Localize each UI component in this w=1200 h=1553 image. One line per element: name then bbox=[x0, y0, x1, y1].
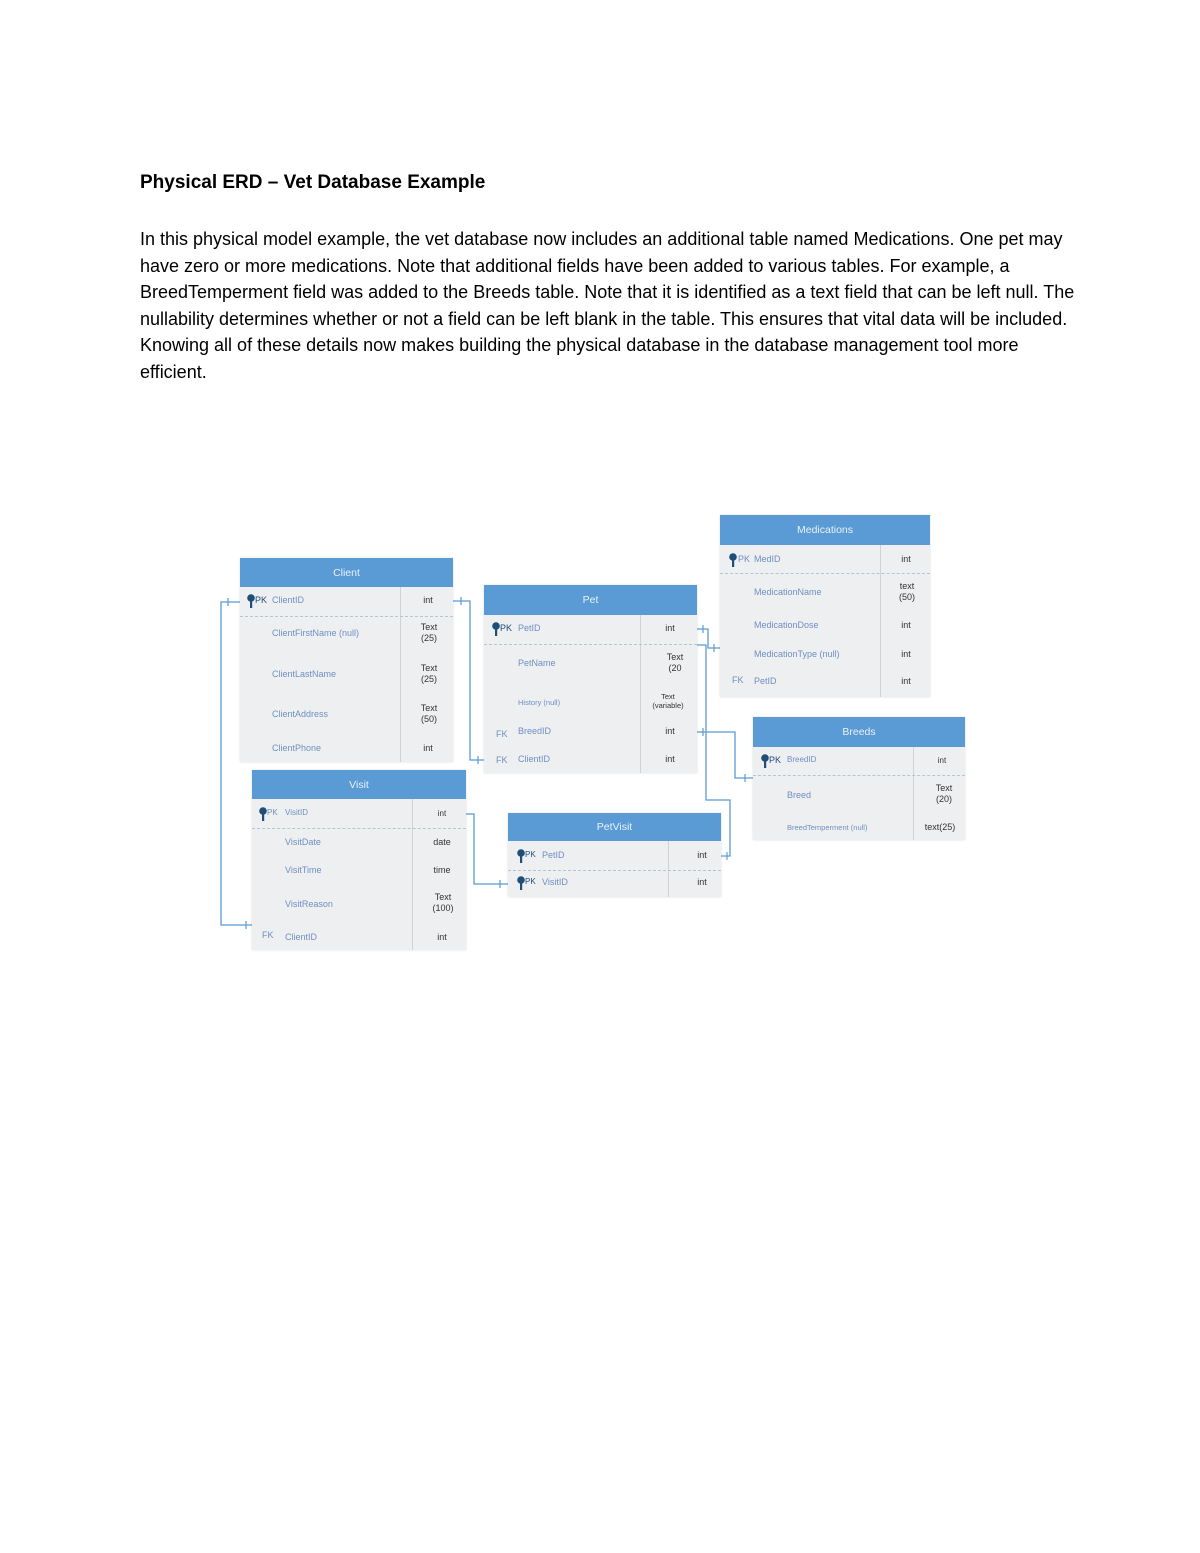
field-type: int bbox=[665, 623, 675, 633]
field-name: History (null) bbox=[518, 698, 561, 707]
field-name: ClientID bbox=[518, 754, 551, 764]
table-row bbox=[720, 553, 930, 567]
field-name: VisitID bbox=[285, 808, 308, 817]
field-name: VisitID bbox=[542, 877, 568, 887]
field-type: Text (25) bbox=[420, 663, 438, 684]
field-key: PK bbox=[267, 808, 278, 817]
table-pet bbox=[484, 585, 697, 773]
document-paragraph: In this physical model example, the vet database now includes an additional table named Medications. One pet may have zero or more medications. Note that additional fields have been added to various tables. For example, a BreedTemperment field was added to the Breeds table. Note that it is identified as a text field that can be left null. The nullability determines whether or not a field can be left blank in the table. This ensures that vital data will be included. Knowing all of these details now makes building the physical database in the database management tool more efficient. bbox=[140, 229, 1075, 382]
field-type: int bbox=[901, 554, 911, 564]
connector-pet-medications bbox=[697, 629, 720, 648]
table-medications-title: Medications bbox=[720, 515, 930, 545]
field-name: BreedTemperment (null) bbox=[787, 823, 868, 832]
table-medications bbox=[720, 515, 930, 697]
field-name: MedicationName bbox=[754, 587, 822, 597]
field-name: BreedID bbox=[518, 726, 552, 736]
field-name: VisitReason bbox=[285, 899, 333, 909]
field-type: int bbox=[901, 620, 911, 630]
field-name: BreedID bbox=[787, 755, 817, 764]
field-name: PetID bbox=[754, 676, 777, 686]
table-breeds bbox=[753, 717, 965, 840]
field-key: PK bbox=[738, 554, 751, 564]
table-row bbox=[240, 703, 453, 729]
field-name: PetName bbox=[518, 658, 556, 668]
field-type: Text (50) bbox=[420, 703, 438, 724]
table-petvisit-title: PetVisit bbox=[508, 813, 721, 841]
field-key: FK bbox=[732, 675, 744, 685]
field-key: PK bbox=[525, 850, 536, 859]
table-row bbox=[252, 864, 466, 878]
table-row bbox=[240, 742, 453, 756]
field-type: int bbox=[937, 756, 947, 765]
field-name: PetID bbox=[518, 623, 541, 633]
table-client bbox=[240, 558, 453, 762]
document-heading: Physical ERD – Vet Database Example bbox=[140, 172, 486, 193]
field-type: int bbox=[665, 726, 675, 736]
table-row bbox=[720, 581, 930, 605]
field-name: ClientLastName bbox=[272, 669, 337, 679]
field-name: MedicationDose bbox=[754, 620, 819, 630]
table-row bbox=[484, 753, 697, 767]
table-petvisit bbox=[508, 813, 721, 897]
table-visit bbox=[252, 770, 466, 950]
connector-pet-breeds bbox=[697, 732, 753, 778]
table-row bbox=[252, 892, 466, 918]
field-type: text (50) bbox=[898, 581, 915, 602]
field-type: int bbox=[697, 850, 707, 860]
field-name: ClientID bbox=[285, 932, 318, 942]
table-row bbox=[720, 619, 930, 633]
field-name: PetID bbox=[542, 850, 565, 860]
field-type: Text (25) bbox=[420, 622, 438, 643]
field-type: text(25) bbox=[924, 822, 956, 832]
field-key: FK bbox=[496, 729, 508, 739]
field-type: int bbox=[423, 595, 433, 605]
field-type: int bbox=[901, 676, 911, 686]
field-type: int bbox=[665, 754, 675, 764]
table-row bbox=[508, 876, 721, 890]
field-key: FK bbox=[262, 930, 274, 940]
field-type: date bbox=[433, 837, 451, 847]
table-row bbox=[252, 836, 466, 850]
field-type: Text (20 bbox=[666, 652, 684, 673]
field-key: PK bbox=[769, 755, 782, 765]
table-row bbox=[252, 930, 466, 944]
table-row bbox=[753, 754, 965, 768]
table-row bbox=[720, 648, 930, 662]
table-row bbox=[240, 622, 453, 648]
table-visit-title: Visit bbox=[252, 770, 466, 799]
field-name: MedicationType (null) bbox=[754, 649, 840, 659]
table-row bbox=[720, 675, 930, 689]
field-name: Breed bbox=[787, 790, 812, 800]
table-breeds-title: Breeds bbox=[753, 717, 965, 747]
connector-visit-petvisit bbox=[466, 814, 508, 884]
field-type: int bbox=[437, 932, 447, 942]
field-name: ClientAddress bbox=[272, 709, 329, 719]
field-name: VisitDate bbox=[285, 837, 321, 847]
table-client-title: Client bbox=[240, 558, 453, 587]
table-row bbox=[753, 783, 965, 809]
field-type: Text (20) bbox=[935, 783, 953, 804]
field-name: MedID bbox=[754, 554, 781, 564]
table-row bbox=[484, 622, 697, 636]
table-row bbox=[753, 822, 965, 834]
field-type: int bbox=[423, 743, 433, 753]
table-row bbox=[508, 849, 721, 863]
field-type: time bbox=[433, 865, 451, 875]
table-row bbox=[252, 807, 466, 821]
field-name: ClientFirstName (null) bbox=[272, 628, 360, 638]
field-name: VisitTime bbox=[285, 865, 322, 875]
field-key: FK bbox=[496, 755, 508, 765]
field-key: PK bbox=[255, 595, 268, 605]
field-name: ClientID bbox=[272, 595, 305, 605]
field-name: ClientPhone bbox=[272, 743, 322, 753]
table-row bbox=[484, 652, 697, 678]
field-type: Text (100) bbox=[432, 892, 454, 913]
field-key: PK bbox=[525, 877, 536, 886]
table-row bbox=[484, 692, 697, 714]
field-key: PK bbox=[500, 623, 513, 633]
table-row bbox=[484, 725, 697, 739]
field-type: int bbox=[697, 877, 707, 887]
table-row bbox=[240, 594, 453, 608]
field-type: int bbox=[437, 809, 447, 818]
table-pet-title: Pet bbox=[484, 585, 697, 615]
connector-client-pet bbox=[453, 601, 484, 760]
field-type: Text (variable) bbox=[652, 692, 684, 710]
table-row bbox=[240, 663, 453, 689]
field-type: int bbox=[901, 649, 911, 659]
